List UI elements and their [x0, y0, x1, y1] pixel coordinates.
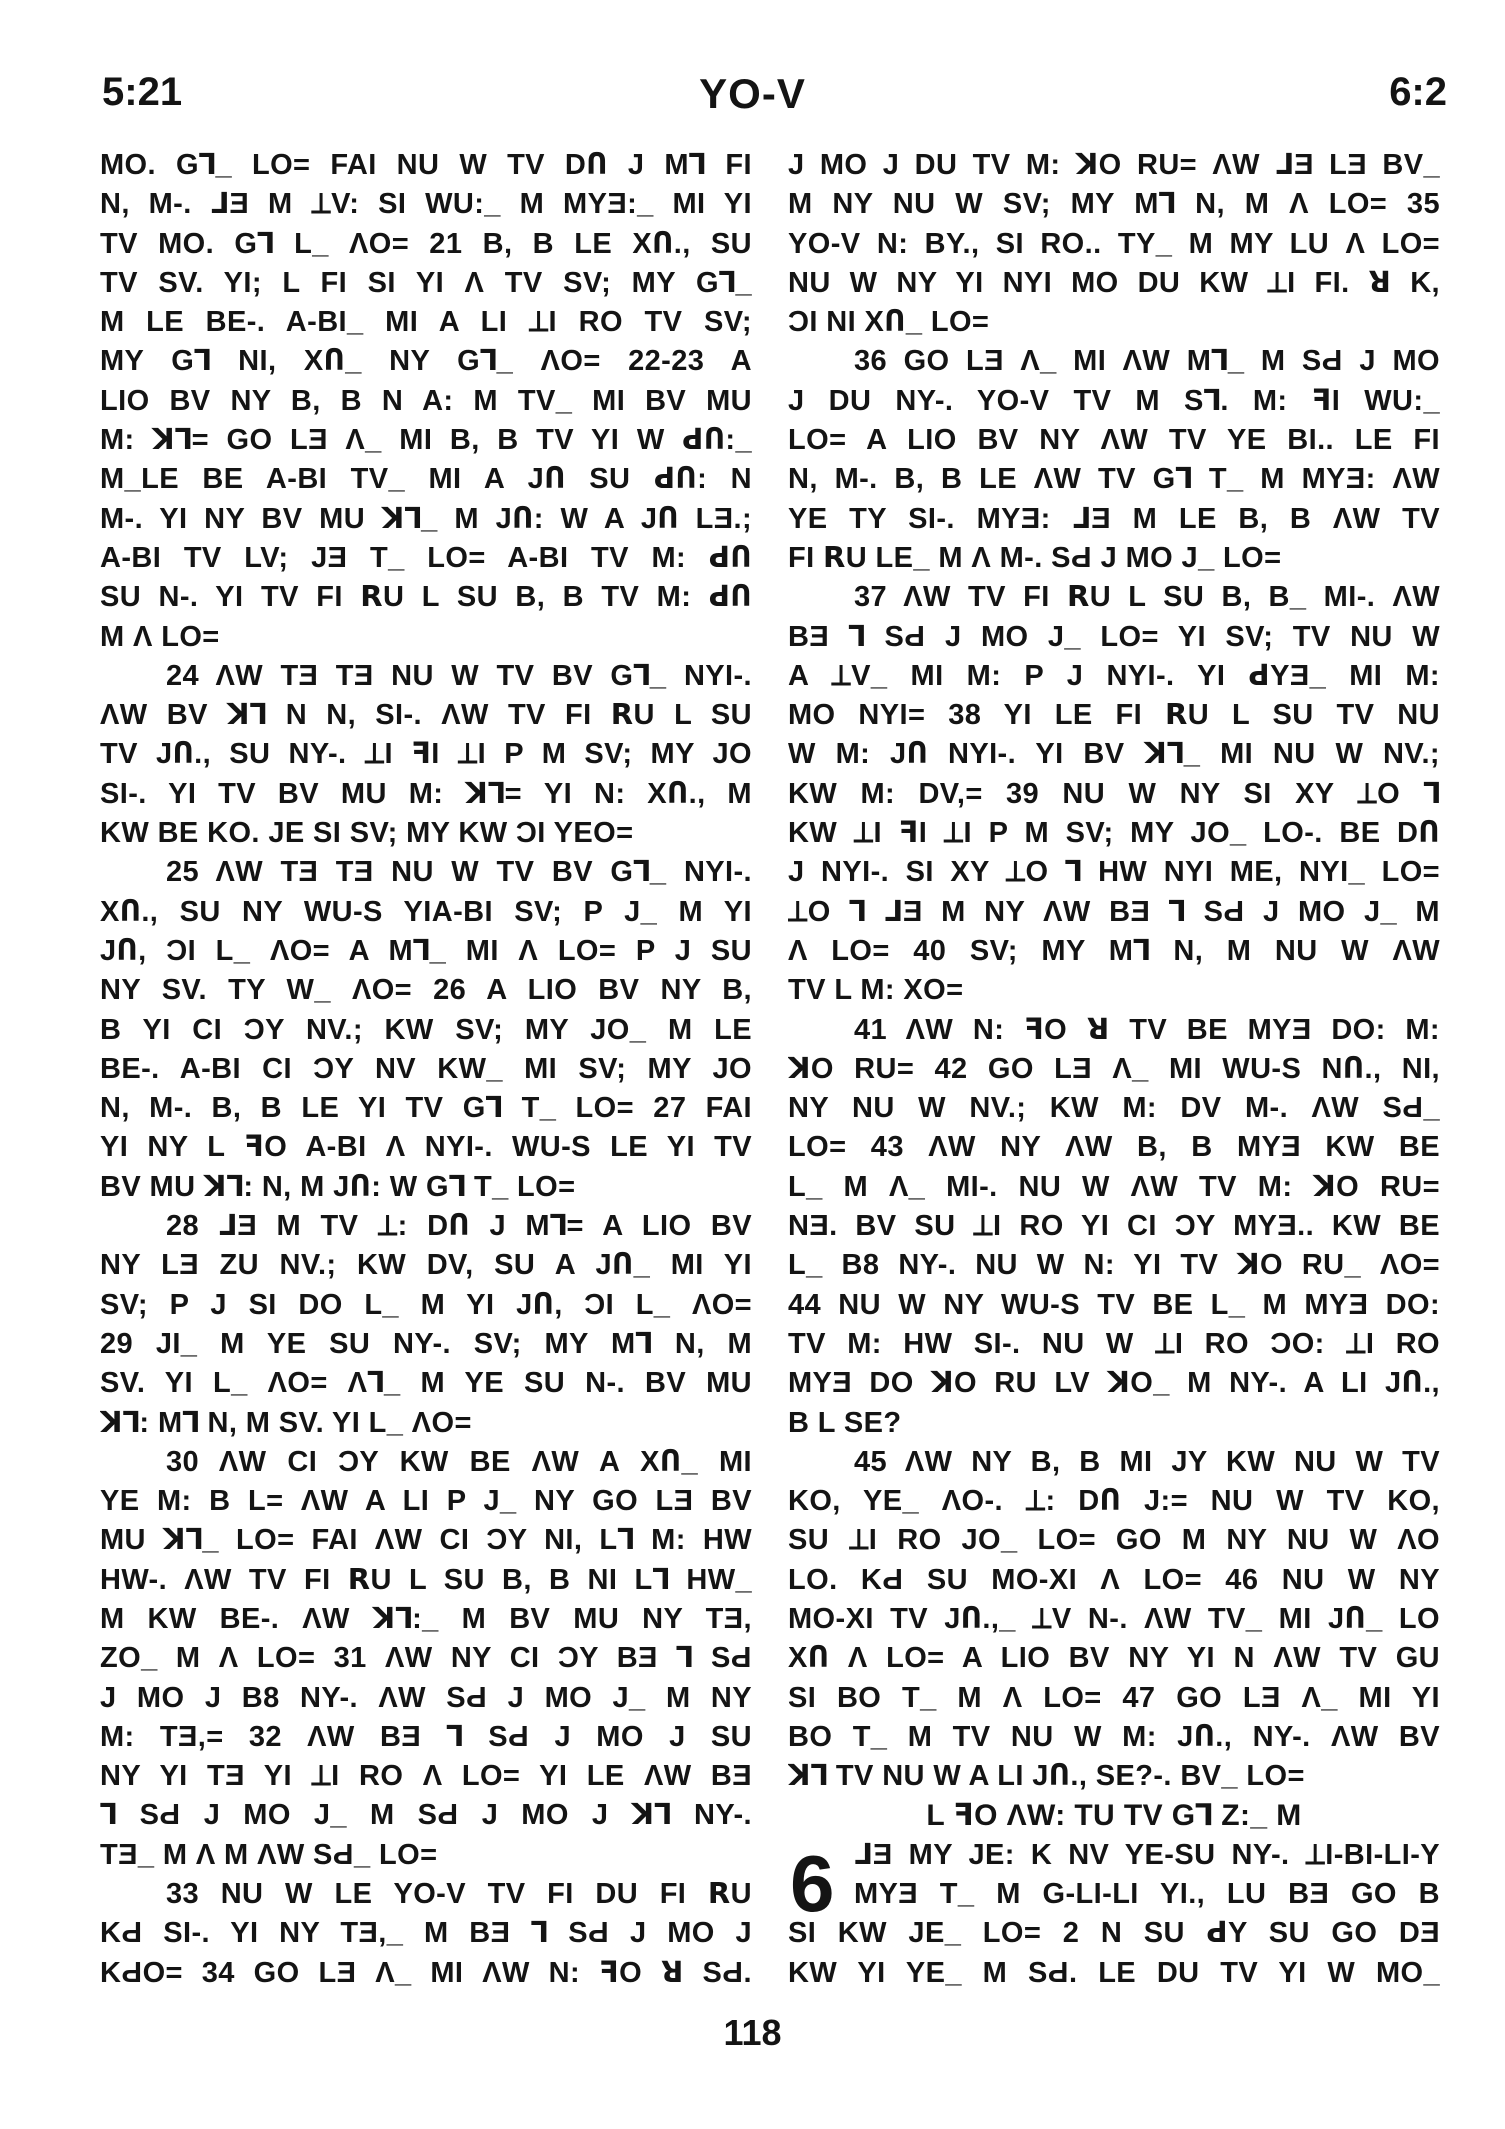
chapter-continued-lines [788, 1914, 1440, 1993]
text-line: 36 GO LƎ Λ_ MI ΛW M⅂_ M SԀ J MO [854, 345, 1440, 378]
text-line: MO. G⅂_ LO= FAI NU W TV DՈ J M⅂ FI [100, 149, 752, 181]
text-line: NY NU W NV.; KW M: DV M-. ΛW SԀ_ [788, 1092, 1440, 1125]
text-line: KW YI YE_ M SԀ. LE DU TV YI W MO_ [788, 1956, 1440, 1989]
text-line: SU ⟂I RO JO_ LO= GO M NY NU W ΛO [788, 1524, 1440, 1557]
text-line: MYƎ T_ M G-LI-LI YI., LU BƎ GO B [854, 1878, 1440, 1911]
chapter-start [788, 1836, 1440, 1928]
text-line: BV MU ꓘ⅂: N, M JՈ: W G⅂ T_ LO= [100, 1170, 576, 1203]
text-line: M LE BE-. A-BI_ MI A LI ⟂I RO TV SV; [100, 306, 752, 339]
text-line: SV; P J SI DO L_ M YI JՈ, ƆI L_ ΛO= [100, 1288, 752, 1321]
page-header [0, 70, 1505, 130]
text-line: NY YI TƎ YI ⟂I RO Λ LO= YI LE ΛW BƎ [100, 1760, 752, 1793]
text-line: BO T_ M TV NU W M: JՈ., NY-. ΛW BV [788, 1720, 1440, 1753]
text-line: NY SV. TY W_ ΛO= 26 A LIO BV NY B, [100, 974, 752, 1007]
text-line: TV JՈ., SU NY-. ⟂I ꟻI ⟂I P M SV; MY JO [100, 738, 752, 771]
text-line: SU N-. YI TV FI ꓣU L SU B, B TV M: ꓒՈ [100, 581, 752, 614]
text-line: FI ꓣU LE_ M Λ M-. SԀ J MO J_ LO= [788, 541, 1282, 574]
text-line: 30 ΛW CI ƆY KW BE ΛW A XՈ_ MI [166, 1445, 752, 1478]
text-line: TV L M: XO= [788, 974, 964, 1007]
header-right-reference: 6:2 [1389, 70, 1447, 114]
text-line: XՈ., SU NY WU-S YIA-BI SV; P J_ M YI [100, 895, 752, 928]
text-line: BƎ ⅂ SԀ J MO J_ LO= YI SV; TV NU W [788, 620, 1440, 653]
text-line: LIO BV NY B, B N A: M TV_ MI BV MU [100, 384, 752, 417]
text-line: JՈ, ƆI L_ ΛO= A M⅂_ MI Λ LO= P J SU [100, 934, 752, 967]
text-line: MU ꓘ⅂_ LO= FAI ΛW CI ƆY NI, L⅂ M: HW [100, 1524, 752, 1557]
text-line: M NY NU W SV; MY M⅂ N, M Λ LO= 35 [788, 188, 1440, 221]
text-line: M: TƎ,= 32 ΛW BƎ ⅂ SԀ J MO J SU [100, 1720, 752, 1753]
page-number: 118 [723, 2012, 782, 2053]
chapter-number: 6 [790, 1838, 835, 1928]
text-line: J NYI-. SI XY ⟂O ⅂ HW NYI ME, NYI_ LO= [788, 856, 1440, 889]
text-line: MO NYI= 38 YI LE FI ꓣU L SU TV NU [788, 699, 1440, 732]
text-line: LO= 43 ΛW NY ΛW B, B MYƎ KW BE [788, 1131, 1440, 1164]
text-line: 41 ΛW N: ꟻO ꓤ TV BE MYƎ DO: M: [854, 1013, 1440, 1046]
text-line: BE-. A-BI CI ƆY NV KW_ MI SV; MY JO [100, 1052, 752, 1085]
text-line: L_ B8 NY-. NU W N: YI TV ꓘO RU_ ΛO= [788, 1249, 1440, 1282]
text-line: XՈ Λ LO= A LIO BV NY YI N ΛW TV GU [788, 1642, 1440, 1675]
text-line: YE TY SI-. MYƎ: ⅃Ǝ M LE B, B ΛW TV [788, 502, 1440, 535]
text-line: N, M-. B, B LE ΛW TV G⅂ T_ M MYƎ: ΛW [788, 463, 1440, 496]
text-line: LO= A LIO BV NY ΛW TV YE BI.. LE FI [788, 424, 1440, 457]
text-line: M_LE BE A-BI TV_ MI A JՈ SU ꓒՈ: N [100, 463, 752, 496]
text-line: TV MO. G⅂ L_ ΛO= 21 B, B LE XՈ., SU [100, 227, 752, 260]
text-line: 45 ΛW NY B, B MI JY KW NU W TV [854, 1445, 1440, 1478]
text-line: N, M-. B, B LE YI TV G⅂ T_ LO= 27 FAI [100, 1092, 752, 1125]
text-line: J MO J DU TV M: ꓘO RU= ΛW ⅃Ǝ LƎ BV_ [788, 149, 1440, 181]
text-line: ꓘ⅂: M⅂ N, M SV. YI L_ ΛO= [100, 1406, 472, 1439]
text-line: SI KW JE_ LO= 2 N SU ꓒY SU GO DƎ [788, 1917, 1440, 1950]
text-line: NY LƎ ZU NV.; KW DV, SU A JՈ_ MI YI [100, 1249, 752, 1282]
header-left-reference: 5:21 [102, 70, 183, 114]
text-line: ꓘ⅂ TV NU W A LI JՈ., SE?-. BV_ LO= [788, 1760, 1305, 1793]
text-line: LO. KԀ SU MO-XI Λ LO= 46 NU W NY [788, 1563, 1440, 1596]
text-line: ΛW BV ꓘ⅂ N N, SI-. ΛW TV FI ꓣU L SU [100, 699, 752, 732]
left-text-column [100, 146, 752, 1993]
text-line: KW BE KO. JE SI SV; MY KW ƆI YEO= [100, 817, 634, 850]
text-line: ZO_ M Λ LO= 31 ΛW NY CI ƆY BƎ ⅂ SԀ [100, 1642, 752, 1675]
header-book-title: YO-V [699, 70, 806, 117]
text-line: SI-. YI TV BV MU M: ꓘ⅂= YI N: XՈ., M [100, 777, 752, 810]
text-line: ꓘO RU= 42 GO LƎ Λ_ MI WU-S NՈ., NI, [788, 1052, 1440, 1085]
text-line: ⟂O ⅂ ⅃Ǝ M NY ΛW BƎ ⅂ SԀ J MO J_ M [788, 895, 1440, 928]
text-line: MY G⅂ NI, XՈ_ NY G⅂_ ΛO= 22-23 A [100, 345, 752, 378]
text-line: KԀO= 34 GO LƎ Λ_ MI ΛW N: ꟻO ꓤ SԀ. [100, 1956, 752, 1989]
text-line: J MO J B8 NY-. ΛW SԀ J MO J_ M NY [100, 1681, 752, 1714]
text-line: 29 JI_ M YE SU NY-. SV; MY M⅂ N, M [100, 1327, 752, 1360]
text-line: 33 NU W LE YO-V TV FI DU FI ꓣU [166, 1878, 752, 1911]
text-line: TV SV. YI; L FI SI YI Ʌ TV SV; MY G⅂_ [100, 266, 752, 299]
text-line: TƎ_ M Λ M ΛW SԀ_ LO= [100, 1838, 438, 1871]
text-line: L_ M Λ_ MI-. NU W ΛW TV M: ꓘO RU= [788, 1170, 1440, 1203]
text-line: KO, YE_ ΛO-. ⟂: DՈ J:= NU W TV KO, [788, 1485, 1440, 1518]
text-line: YO-V N: BY., SI RO.. TY_ M MY LU Λ LO= [788, 227, 1440, 260]
text-line: NU W NY YI NYI MO DU KW ⟂I FI. ꓤ K, [788, 266, 1440, 299]
text-line: ⅂ SԀ J MO J_ M SԀ J MO J ꓘ⅂ NY-. [100, 1799, 752, 1832]
text-line: KW ⟂I ꟻI ⟂I P M SV; MY JO_ LO-. BE DՈ [788, 817, 1440, 850]
text-line: M KW BE-. ΛW ꓘ⅂:_ M BV MU NY TƎ, [100, 1602, 752, 1635]
text-line: TV M: HW SI-. NU W ⟂I RO ƆO: ⟂I RO [788, 1327, 1440, 1360]
text-line: 44 NU W NY WU-S TV BE L_ M MYƎ DO: [788, 1288, 1440, 1321]
text-line: ƆI NI XՈ_ LO= [788, 306, 990, 339]
text-line: SI BO T_ M Λ LO= 47 GO LƎ Λ_ MI YI [788, 1681, 1440, 1714]
text-line: YE M: B L= ΛW A LI P J_ NY GO LƎ BV [100, 1485, 752, 1518]
text-line: HW-. ΛW TV FI ꓣU L SU B, B NI L⅂ HW_ [100, 1563, 752, 1596]
text-line: B L SE? [788, 1406, 902, 1439]
text-line: ⅃Ǝ MY JE: K NV YE-SU NY-. ⟂I-BI-LI-Y [854, 1838, 1440, 1871]
text-line: M Λ LO= [100, 620, 220, 653]
text-line: YI NY L ꟻO A-BI Λ NYI-. WU-S LE YI TV [100, 1131, 752, 1164]
text-line: KW M: DV,= 39 NU W NY SI XY ⟂O ⅂ [788, 777, 1440, 810]
text-line: 25 ΛW TƎ TƎ NU W TV BV G⅂_ NYI-. [166, 856, 752, 889]
text-line: Λ LO= 40 SV; MY M⅂ N, M NU W ΛW [788, 934, 1440, 967]
text-line: 37 ΛW TV FI ꓣU L SU B, B_ MI-. ΛW [854, 581, 1440, 614]
text-line: M-. YI NY BV MU ꓘ⅂_ M JՈ: W A JՈ LƎ.; [100, 502, 752, 535]
text-line: NƎ. BV SU ⟂I RO YI CI ƆY MYƎ.. KW BE [788, 1210, 1440, 1243]
right-text-column [788, 146, 1440, 1993]
text-line: SV. YI L_ ΛO= Λ⅂_ M YE SU N-. BV MU [100, 1367, 752, 1400]
text-line: N, M-. ⅃Ǝ M ⟂V: SI WU:_ M MYƎ:_ MI YI [100, 188, 752, 221]
text-line: M: ꓘ⅂= GO LƎ Λ_ MI B, B TV YI W ꓒՈ:_ [100, 424, 752, 457]
chapter-indented-lines [788, 1836, 1440, 1915]
text-line: 24 ΛW TƎ TƎ NU W TV BV G⅂_ NYI-. [166, 659, 752, 692]
section-title: L ꟻO ΛW: TU TV G⅂ Z:_ M [926, 1799, 1302, 1833]
text-line: KԀ SI-. YI NY TƎ,_ M BƎ ⅂ SԀ J MO J [100, 1917, 752, 1950]
text-line: MYƎ DO ꓘO RU LV ꓘO_ M NY-. A LI JՈ., [788, 1367, 1440, 1400]
text-line: J DU NY-. YO-V TV M S⅂. M: ꟻI WU:_ [788, 384, 1440, 417]
text-line: MO-XI TV JՈ.,_ ⟂V N-. ΛW TV_ MI JՈ_ LO [788, 1602, 1440, 1635]
right-column-lines [788, 146, 1440, 1796]
text-line: W M: JՈ NYI-. YI BV ꓘ⅂_ MI NU W NV.; [788, 738, 1440, 771]
text-line: 28 ⅃Ǝ M TV ⟂: DՈ J M⅂= A LIO BV [166, 1210, 752, 1243]
text-line: B YI CI ƆY NV.; KW SV; MY JO_ M LE [100, 1013, 752, 1046]
text-line: A-BI TV LV; JƎ T_ LO= A-BI TV M: ꓒՈ [100, 541, 752, 574]
text-line: A ⟂V_ MI M: P J NYI-. YI ꓒYƎ_ MI M: [788, 659, 1440, 692]
